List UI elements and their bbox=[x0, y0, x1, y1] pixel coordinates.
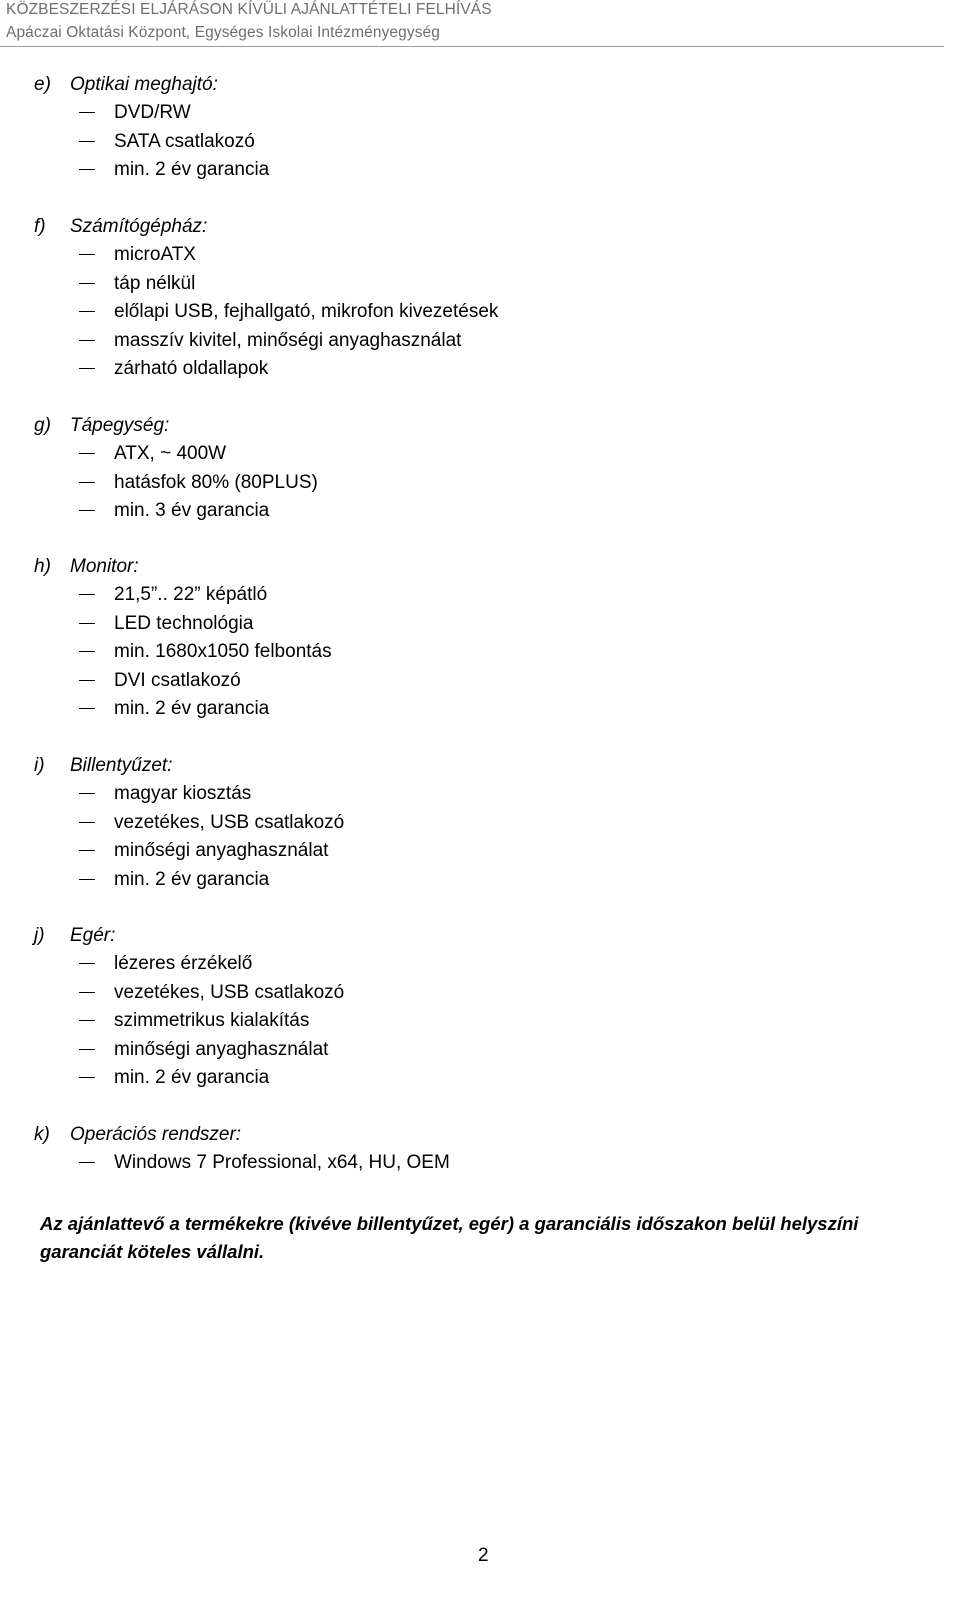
spec-item-text: min. 3 év garancia bbox=[114, 500, 270, 522]
dash-bullet-icon bbox=[79, 112, 95, 113]
spec-item-text: minőségi anyaghasználat bbox=[114, 840, 329, 862]
section-letter: k) bbox=[34, 1124, 50, 1145]
section-heading bbox=[34, 552, 139, 582]
spec-item-text: vezetékes, USB csatlakozó bbox=[114, 981, 345, 1003]
dash-bullet-icon bbox=[79, 141, 95, 142]
spec-item-text: vezetékes, USB csatlakozó bbox=[114, 811, 345, 833]
dash-bullet-icon bbox=[79, 482, 95, 483]
section-heading bbox=[34, 70, 218, 100]
section-letter: j) bbox=[34, 925, 45, 946]
dash-bullet-icon bbox=[79, 680, 95, 681]
dash-bullet-icon bbox=[79, 1077, 95, 1078]
spec-item-text: min. 2 év garancia bbox=[114, 698, 270, 720]
dash-bullet-icon bbox=[79, 340, 95, 341]
header-title: KÖZBESZERZÉSI ELJÁRÁSON KÍVÜLI AJÁNLATTÉTELI FELHÍVÁS bbox=[6, 1, 492, 18]
section-heading bbox=[34, 1120, 241, 1150]
dash-bullet-icon bbox=[79, 793, 95, 794]
section-heading bbox=[34, 921, 115, 951]
section-letter: g) bbox=[34, 415, 51, 436]
spec-item-text: DVI csatlakozó bbox=[114, 669, 241, 691]
spec-item-text: microATX bbox=[114, 244, 196, 265]
dash-bullet-icon bbox=[79, 850, 95, 851]
spec-item-text: SATA csatlakozó bbox=[114, 130, 255, 152]
section-letter: h) bbox=[34, 556, 51, 577]
spec-item-text: ATX, ~ 400W bbox=[114, 443, 227, 464]
spec-item-text: előlapi USB, fejhallgató, mikrofon kivezetések bbox=[114, 301, 499, 323]
spec-item-text: min. 2 év garancia bbox=[114, 1067, 270, 1089]
section-title: Optikai meghajtó: bbox=[70, 74, 218, 95]
section-letter: f) bbox=[34, 216, 46, 237]
header-subtitle: Apáczai Oktatási Központ, Egységes Iskolai Intézményegység bbox=[6, 24, 441, 41]
section-letter: i) bbox=[34, 755, 45, 776]
dash-bullet-icon bbox=[79, 651, 95, 652]
section-title: Monitor: bbox=[70, 556, 139, 577]
dash-bullet-icon bbox=[79, 822, 95, 823]
dash-bullet-icon bbox=[79, 963, 95, 964]
dash-bullet-icon bbox=[79, 311, 95, 312]
section-title: Operációs rendszer: bbox=[70, 1124, 242, 1145]
dash-bullet-icon bbox=[79, 254, 95, 255]
spec-item-text: 21,5”.. 22” képátló bbox=[114, 584, 268, 605]
dash-bullet-icon bbox=[79, 623, 95, 624]
section-title: Számítógépház: bbox=[70, 216, 208, 237]
dash-bullet-icon bbox=[79, 992, 95, 993]
dash-bullet-icon bbox=[79, 283, 95, 284]
dash-bullet-icon bbox=[79, 453, 95, 454]
spec-item-text: min. 2 év garancia bbox=[114, 868, 270, 890]
page-number: 2 bbox=[478, 1545, 489, 1566]
dash-bullet-icon bbox=[79, 169, 95, 170]
spec-item-text: Windows 7 Professional, x64, HU, OEM bbox=[114, 1152, 450, 1173]
warranty-note: Az ajánlattevő a termékekre (kivéve billentyűzet, egér) a garanciális időszakon belül helyszíni garanciát köteles vállalni. bbox=[40, 1213, 859, 1262]
spec-item-text: min. 2 év garancia bbox=[114, 159, 270, 181]
spec-item-text: DVD/RW bbox=[114, 102, 191, 123]
spec-item-text: masszív kivitel, minőségi anyaghasználat bbox=[114, 329, 462, 351]
dash-bullet-icon bbox=[79, 368, 95, 369]
dash-bullet-icon bbox=[79, 879, 95, 880]
section-heading bbox=[34, 411, 169, 441]
spec-item-text: magyar kiosztás bbox=[114, 783, 252, 804]
dash-bullet-icon bbox=[79, 1020, 95, 1021]
spec-item-text: szimmetrikus kialakítás bbox=[114, 1010, 310, 1032]
dash-bullet-icon bbox=[79, 708, 95, 709]
section-heading bbox=[34, 212, 207, 242]
dash-bullet-icon bbox=[79, 510, 95, 511]
section-heading bbox=[34, 751, 172, 781]
dash-bullet-icon bbox=[79, 1049, 95, 1050]
section-title: Billentyűzet: bbox=[70, 755, 173, 776]
spec-item-text: táp nélkül bbox=[114, 272, 196, 294]
spec-item-text: min. 1680x1050 felbontás bbox=[114, 641, 332, 663]
spec-item-text: LED technológia bbox=[114, 612, 254, 634]
spec-item-text: zárható oldallapok bbox=[114, 358, 269, 380]
section-title: Tápegység: bbox=[70, 415, 170, 436]
section-letter: e) bbox=[34, 74, 51, 95]
spec-item-text: minőségi anyaghasználat bbox=[114, 1038, 329, 1060]
spec-item-text: lézeres érzékelő bbox=[114, 953, 253, 974]
page-header bbox=[0, 0, 944, 47]
dash-bullet-icon bbox=[79, 1162, 95, 1163]
spec-item-text: hatásfok 80% (80PLUS) bbox=[114, 471, 318, 493]
dash-bullet-icon bbox=[79, 594, 95, 595]
section-title: Egér: bbox=[70, 925, 116, 946]
